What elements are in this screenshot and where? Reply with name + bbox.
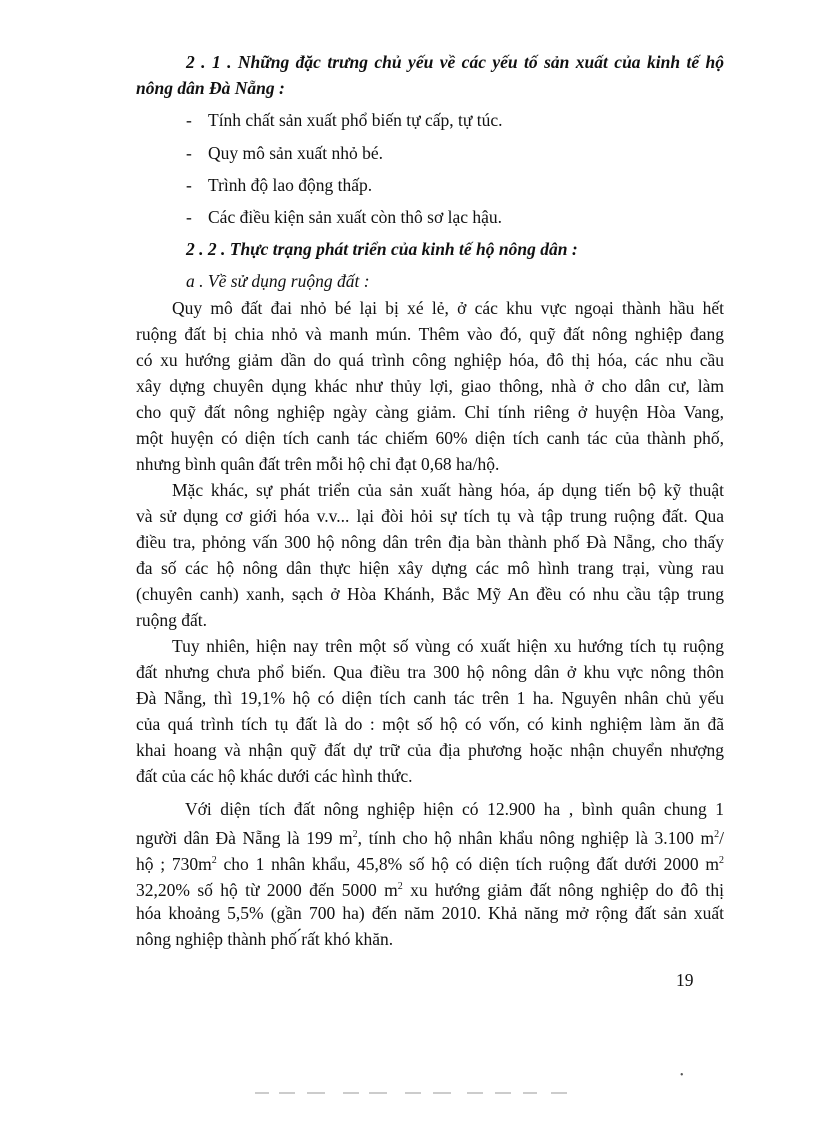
section-2-2-heading: 2 . 2 . Thực trạng phát triển của kinh tế hộ nông dân : (186, 239, 578, 259)
superscript: 2 (397, 881, 403, 892)
bullet-item: Các điều kiện sản xuất còn thô sơ lạc hậu. (208, 207, 503, 227)
bullet-item: Trình độ lao động thấp. (208, 175, 373, 195)
paragraph-3-line: Tuy nhiên, hiện nay trên một số vùng có xuất hiện xu hướng tích tụ ruộng (172, 636, 724, 656)
scan-dash-artifact (255, 1086, 575, 1100)
paragraph-4-line: hóa khoảng 5,5% (gần 700 ha) đến năm 2010. Khả năng mở rộng đất sản xuất (136, 903, 724, 923)
superscript: 2 (352, 829, 358, 840)
subsection-a-heading: a . Về sử dụng ruộng đất : (186, 271, 370, 291)
paragraph-4-line (136, 849, 724, 876)
paragraph-1-line: có xu hướng giảm dần do quá trình công nghiệp hóa, đô thị hóa, các nhu cầu (136, 350, 724, 370)
paragraph-4-text: xu hướng giảm đất nông nghiệp do đô thị (402, 879, 724, 900)
paragraph-4-line: Với diện tích đất nông nghiệp hiện có 12.900 ha , bình quân chung 1 (185, 799, 724, 819)
section-2-1-heading-line2: nông dân Đà Nẵng : (136, 78, 285, 98)
paragraph-2-line: ruộng đất. (136, 610, 207, 630)
paragraph-4-line: nông nghiệp thành phố ́rất khó khăn. (136, 929, 394, 949)
paragraph-4-text: người dân Đà Nẵng là 199 m (136, 827, 353, 848)
superscript: 2 (719, 855, 724, 866)
paragraph-4-text: hộ ; 730m (136, 853, 212, 874)
page-number: 19 (676, 970, 694, 990)
paragraph-4-line (136, 823, 724, 850)
superscript: 2 (211, 855, 217, 866)
bullet-marker: - (186, 207, 192, 227)
section-2-1-heading-line1: 2 . 1 . Những đặc trưng chủ yếu về các yếu tố sản xuất của kinh tế hộ (186, 52, 724, 72)
paragraph-4-text: / (719, 827, 725, 848)
paragraph-4-text: 32,20% số hộ từ 2000 đến 5000 m (136, 879, 398, 900)
paragraph-3-line: khai hoang và nhận quỹ đất dự trữ của địa phương hoặc nhận chuyển nhượng (136, 740, 724, 760)
bullet-item: Tính chất sản xuất phổ biến tự cấp, tự túc. (208, 110, 503, 130)
paragraph-2-line: và sử dụng cơ giới hóa v.v... lại đòi hỏi sự tích tụ và tập trung ruộng đất. Qua (136, 506, 724, 526)
bullet-marker: - (186, 143, 192, 163)
paragraph-4-text: , tính cho hộ nhân khẩu nông nghiệp là 3.100 m (357, 827, 715, 848)
paragraph-3-line: đất nhưng chưa phổ biến. Qua điều tra 300 hộ nông dân ở khu vực nông thôn (136, 662, 724, 682)
paragraph-2-line: đa số các hộ nông dân thực hiện xây dựng các mô hình trang trại, vùng rau (136, 558, 724, 578)
paragraph-1-line: nhưng bình quân đất trên mỗi hộ chỉ đạt 0,68 ha/hộ. (136, 454, 500, 474)
paragraph-3-line: Đà Nẵng, thì 19,1% hộ có diện tích canh tác trên 1 ha. Nguyên nhân chủ yếu (136, 688, 724, 708)
paragraph-1-line: xây dựng chuyên dụng khác như thủy lợi, giao thông, nhà ở cho dân cư, làm (136, 376, 724, 396)
paragraph-3-line: đất của các hộ khác dưới các hình thức. (136, 766, 413, 786)
paragraph-2-line: điều tra, phỏng vấn 300 hộ nông dân trên địa bàn thành phố Đà Nẵng, cho thấy (136, 532, 724, 552)
paragraph-2-line: (chuyên canh) xanh, sạch ở Hòa Khánh, Bắc Mỹ An đều có nhu cầu tập trung (136, 584, 724, 604)
paragraph-3-line: của quá trình tích tụ đất là do : một số hộ có vốn, có kinh nghiệm làm ăn đã (136, 714, 724, 734)
paragraph-2-line: Mặc khác, sự phát triển của sản xuất hàng hóa, áp dụng tiến bộ kỹ thuật (172, 480, 724, 500)
bullet-item: Quy mô sản xuất nhỏ bé. (208, 143, 383, 163)
paragraph-1-line: ruộng đất bị chia nhỏ và manh mún. Thêm vào đó, quỹ đất nông nghiệp đang (136, 324, 724, 344)
scan-speck: • (680, 1070, 684, 1081)
paragraph-1-line: cho quỹ đất nông nghiệp ngày càng giảm. Chỉ tính riêng ở huyện Hòa Vang, (136, 402, 724, 422)
paragraph-1-line: một huyện có diện tích canh tác chiếm 60% diện tích canh tác của thành phố, (136, 428, 724, 448)
paragraph-1-line: Quy mô đất đai nhỏ bé lại bị xé lẻ, ở các khu vực ngoại thành hầu hết (172, 298, 724, 318)
superscript: 2 (714, 829, 720, 840)
bullet-marker: - (186, 110, 192, 130)
paragraph-4-line (136, 875, 724, 902)
paragraph-4-text: cho 1 nhân khẩu, 45,8% số hộ có diện tích ruộng đất dưới 2000 m (216, 853, 719, 874)
bullet-marker: - (186, 175, 192, 195)
